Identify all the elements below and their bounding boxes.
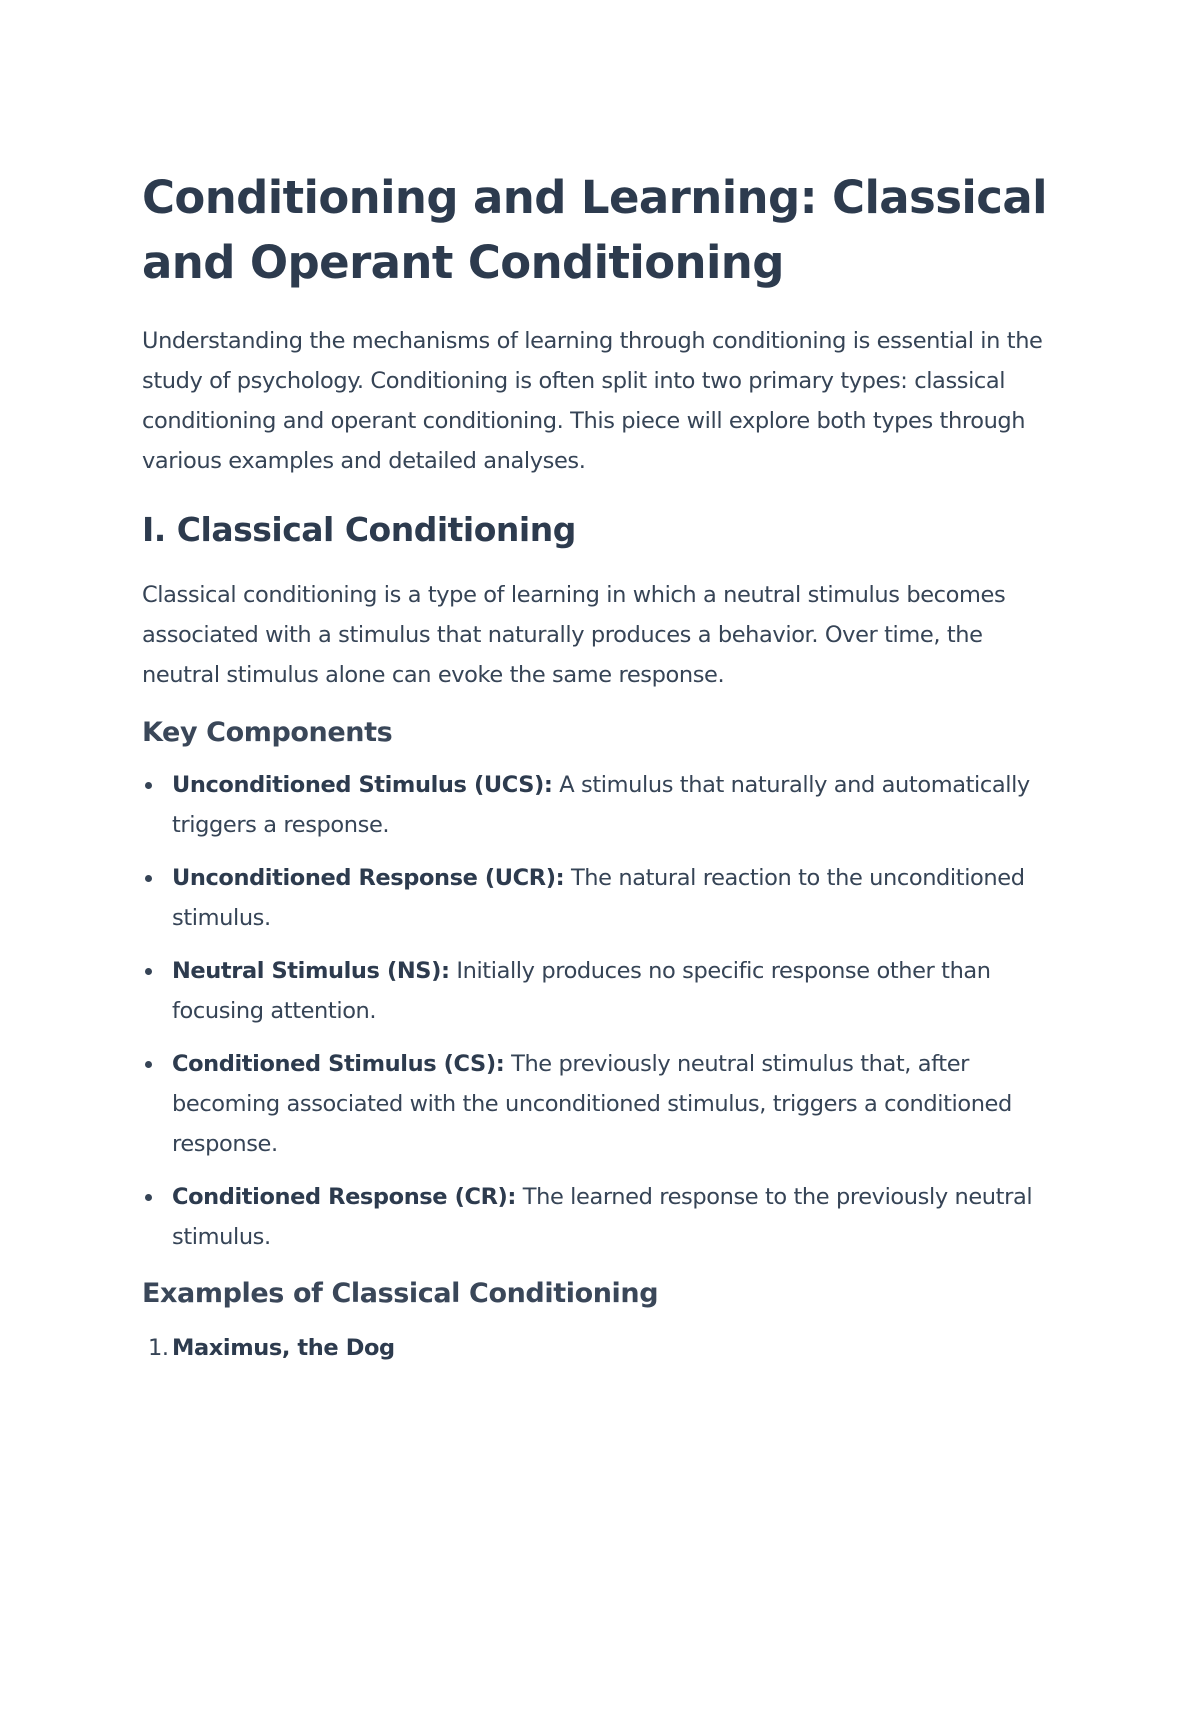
classical-conditioning-paragraph: Classical conditioning is a type of learning in which a neutral stimulus becomes associated with a stimulus that naturally produces a behavior. Over time, the neutral stimulus alone can evoke the same response.	[142, 582, 1006, 688]
bullet-icon	[145, 968, 152, 975]
list-number: 1.	[148, 1335, 169, 1361]
document-page	[0, 165, 1200, 1718]
component-description: The natural reaction to the unconditioned stimulus.	[172, 865, 1025, 931]
component-description: The learned response to the previously neutral stimulus.	[172, 1184, 1033, 1250]
document-title: Conditioning and Learning: Classical and Operant Conditioning	[142, 171, 1047, 289]
example-title: Maximus, the Dog	[172, 1335, 395, 1361]
bullet-icon	[145, 875, 152, 882]
bullet-icon	[145, 782, 152, 789]
component-description: A stimulus that naturally and automatically triggers a response.	[172, 772, 1030, 838]
list-item	[172, 1044, 1060, 1164]
component-term: Conditioned Response (CR):	[172, 1184, 516, 1210]
list-item	[172, 858, 1060, 938]
component-term: Unconditioned Stimulus (UCS):	[172, 772, 553, 798]
list-item	[148, 1328, 1060, 1368]
key-components-list	[142, 765, 1060, 1257]
examples-list	[142, 1328, 1060, 1368]
bullet-icon	[145, 1194, 152, 1201]
list-item	[172, 951, 1060, 1031]
component-description: The previously neutral stimulus that, after becoming associated with the unconditioned stimulus, triggers a conditioned response.	[172, 1051, 1012, 1157]
bullet-icon	[145, 1061, 152, 1068]
list-item	[172, 1177, 1060, 1257]
component-term: Unconditioned Response (UCR):	[172, 865, 565, 891]
examples-heading: Examples of Classical Conditioning	[142, 1278, 659, 1309]
intro-paragraph: Understanding the mechanisms of learning through conditioning is essential in the study of psychology. Conditioning is often split into two primary types: classical conditioning and operant conditioning. This piece will explore both types through various examples and detailed analyses.	[142, 328, 1043, 474]
component-term: Neutral Stimulus (NS):	[172, 958, 450, 984]
section-heading-classical: I. Classical Conditioning	[142, 510, 576, 549]
component-description: Initially produces no specific response other than focusing attention.	[172, 958, 991, 1024]
component-term: Conditioned Stimulus (CS):	[172, 1051, 505, 1077]
key-components-heading: Key Components	[142, 717, 393, 748]
list-item	[172, 765, 1060, 845]
